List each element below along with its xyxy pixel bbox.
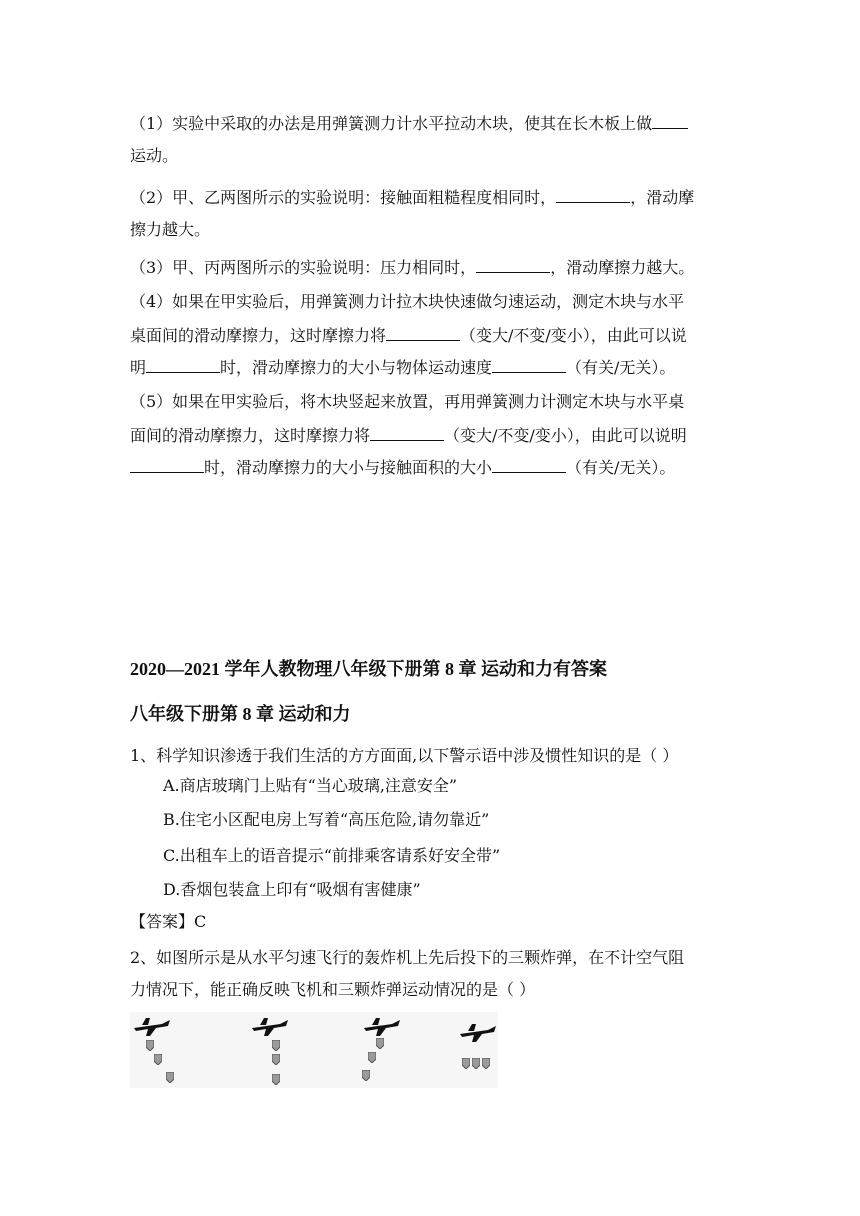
question-1-stem: 1、科学知识渗透于我们生活的方方面面,以下警示语中涉及惯性知识的是（ ）: [130, 746, 679, 765]
answer-blank[interactable]: [492, 456, 566, 473]
bomb-icon: [272, 1054, 280, 1065]
q5-line-c: 时，滑动摩擦力的大小与接触面积的大小 （有关/无关）。: [130, 456, 675, 478]
figure-panel-c: [358, 1012, 450, 1088]
bomber-plane-icon: [132, 1016, 172, 1038]
bomb-icon: [272, 1040, 280, 1051]
bomb-icon: [368, 1052, 376, 1063]
figure-panel-d: [456, 1012, 548, 1088]
answer-blank[interactable]: [130, 456, 204, 473]
answer-blank[interactable]: [370, 424, 444, 441]
q3-line: （3）甲、丙两图所示的实验说明：压力相同时， ，滑动摩擦力越大。: [130, 258, 695, 277]
option-c: C.出租车上的语音提示“前排乘客请系好安全带”: [163, 846, 501, 865]
q4-line-c: 明 时，滑动摩擦力的大小与物体运动速度 （有关/无关）。: [130, 358, 676, 377]
q4-line-a: （4）如果在甲实验后，用弹簧测力计拉木块快速做匀速运动，测定木块与水平: [130, 292, 685, 311]
bomb-icon: [462, 1058, 470, 1069]
q1-line-b: 运动。: [130, 146, 179, 165]
section-subtitle: 八年级下册第 8 章 运动和力: [130, 704, 351, 724]
bomb-icon: [362, 1070, 370, 1081]
section-title: 2020—2021 学年人教物理八年级下册第 8 章 运动和力有答案: [130, 659, 607, 679]
q4-line-b: 桌面间的滑动摩擦力，这时摩擦力将 （变大/不变/变小），由此可以说: [130, 326, 687, 345]
q5-line-b: 面间的滑动摩擦力，这时摩擦力将 （变大/不变/变小），由此可以说明: [130, 426, 687, 445]
answer-blank[interactable]: [146, 356, 220, 373]
q1-line-a: （1）实验中采取的办法是用弹簧测力计水平拉动木块，使其在长木板上做: [130, 112, 688, 134]
bomb-icon: [154, 1054, 162, 1065]
bomber-figure: [130, 1012, 498, 1088]
bomb-icon: [166, 1072, 174, 1083]
bomber-plane-icon: [250, 1016, 290, 1038]
answer-text: 【答案】C: [130, 912, 207, 931]
q2-line-a: （2）甲、乙两图所示的实验说明：接触面粗糙程度相同时， ，滑动摩: [130, 188, 695, 207]
question-2-stem-b: 力情况下，能正确反映飞机和三颗炸弹运动情况的是（ ）: [130, 980, 536, 999]
answer-blank[interactable]: [476, 256, 550, 273]
bomber-plane-icon: [458, 1022, 498, 1044]
q2-line-b: 擦力越大。: [130, 220, 211, 239]
bomber-plane-icon: [362, 1016, 402, 1038]
option-a: A.商店玻璃门上贴有“当心玻璃,注意安全”: [163, 776, 458, 795]
option-d: D.香烟包装盒上印有“吸烟有害健康”: [163, 880, 421, 899]
bomb-icon: [482, 1058, 490, 1069]
answer-blank[interactable]: [652, 112, 688, 129]
bomb-icon: [472, 1058, 480, 1069]
bomb-icon: [146, 1040, 154, 1051]
answer-blank[interactable]: [386, 324, 460, 341]
q5-line-a: （5）如果在甲实验后，将木块竖起来放置，再用弹簧测力计测定木块与水平桌: [130, 392, 685, 411]
answer-blank[interactable]: [556, 186, 630, 203]
bomb-icon: [376, 1038, 384, 1049]
answer-blank[interactable]: [492, 356, 566, 373]
figure-panel-a: [130, 1012, 222, 1088]
option-b: B.住宅小区配电房上写着“高压危险,请勿靠近”: [163, 810, 490, 829]
bomb-icon: [272, 1074, 280, 1085]
figure-panel-b: [248, 1012, 340, 1088]
question-2-stem-a: 2、如图所示是从水平匀速飞行的轰炸机上先后投下的三颗炸弹，在不计空气阻: [130, 948, 685, 967]
